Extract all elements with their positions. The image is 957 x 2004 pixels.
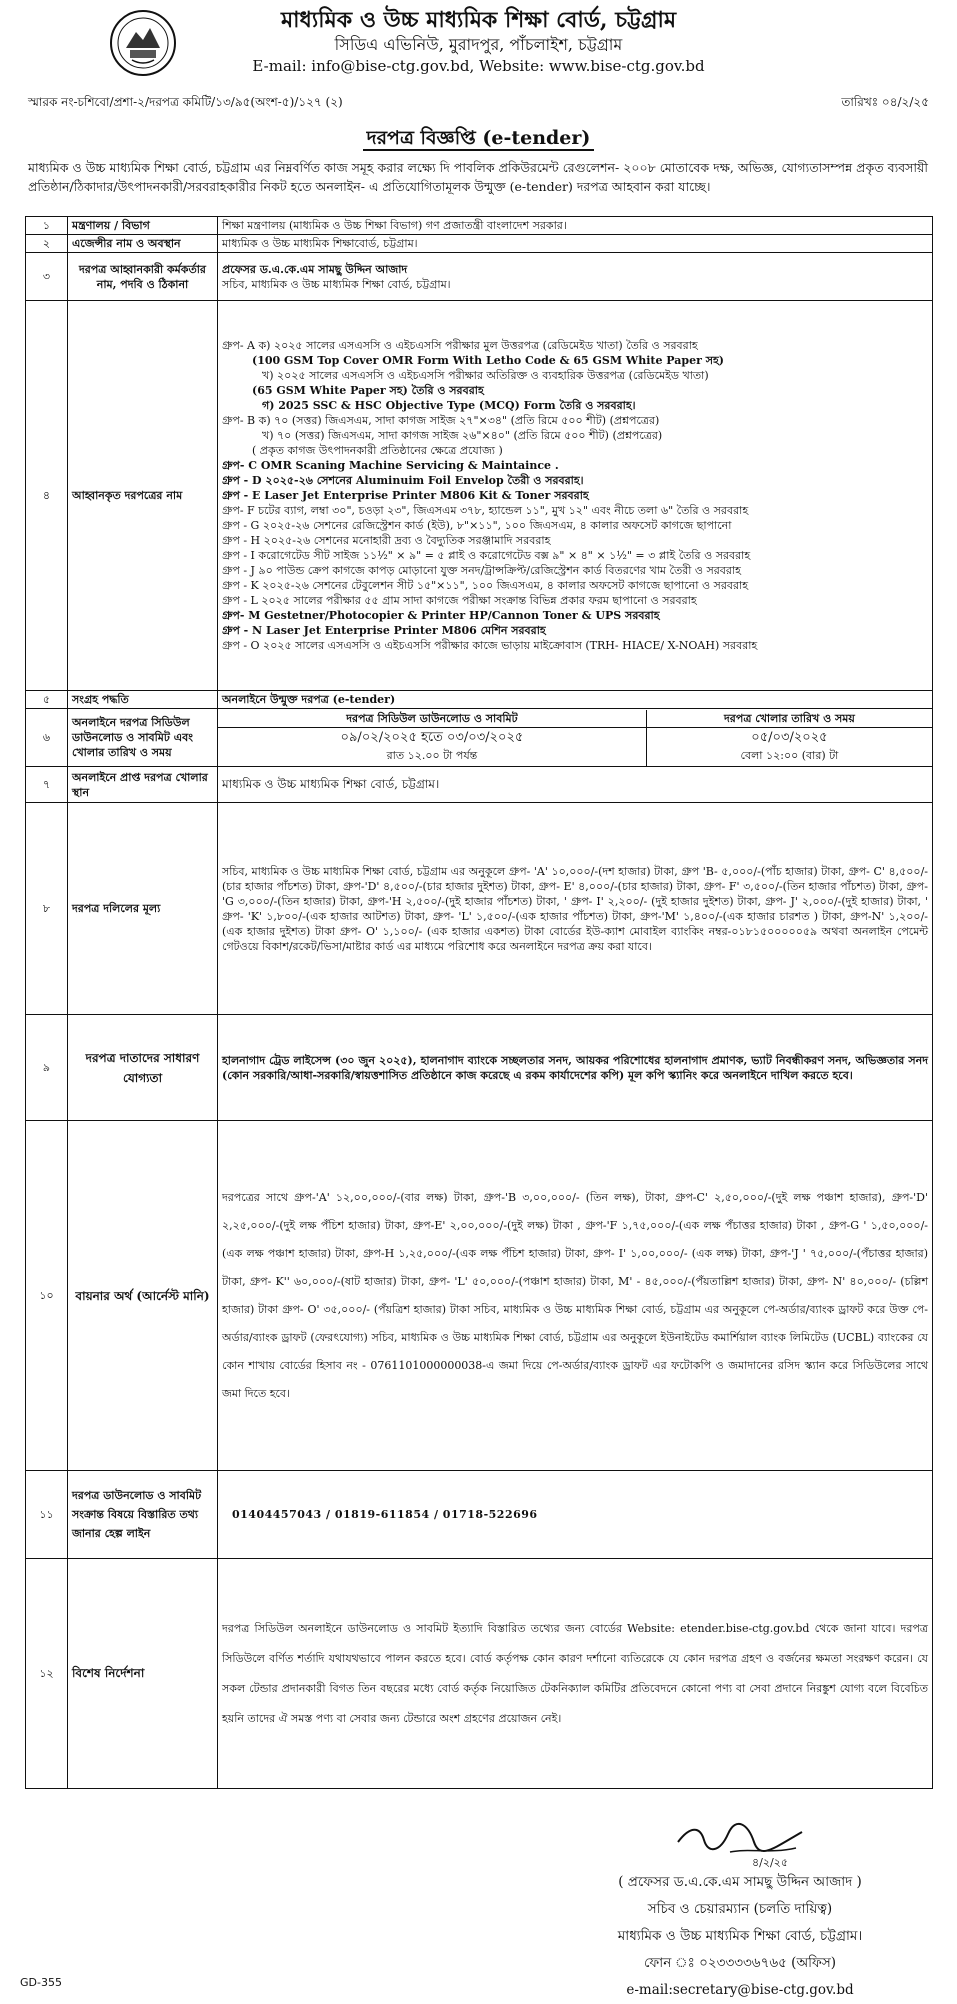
notice-title (0, 124, 957, 156)
signatory-name: ( প্রফেসর ড.এ.কে.এম সামছু উদ্দিন আজাদ ) (618, 1874, 862, 1890)
table-row (26, 217, 933, 235)
row-number: ৬ (26, 709, 68, 767)
table-row (26, 1121, 933, 1471)
tender-item: ( প্রকৃত কাগজ উৎপাদনকারী প্রতিষ্ঠানের ক্ষেত্রে প্রযোজ্য ) (252, 444, 503, 457)
row-value: দরপত্র সিডিউল অনলাইনে ডাউনলোড ও সাবমিট ইত্যাদি বিস্তারিত তথ্যের জন্য বোর্ডের Website: etender.bise-ctg.gov.bd থেকে জানা যাবে। দরপত্র সিডিউলে বর্ণিত শর্তাদি যথাযথভাবে পালন করতে হবে। বোর্ড কর্তৃপক্ষ কোন কারণ দর্শানো ব্যতিরেকে যে কোন দরপত্র গ্রহণ ও বর্জনের ক্ষমতা সংরক্ষণ করেন। যে সকল টেন্ডার প্রদানকারী বিগত তিন বছরের মধ্যে বোর্ড কর্তৃক নিয়োজিত টেকনিক্যাল কমিটির প্রতিবেদনে কোনো পণ্য বা সেবা প্রদানে নিরঙ্কুশ যোগ্য বলে বিবেচিত হয়নি তাদের ঐ সমস্ত পণ্য বা সেবার জন্য টেন্ডারে অংশ গ্রহণের প্রয়োজন নেই। (218, 1559, 933, 1789)
schedule-header-opening: দরপত্র খোলার তারিখ ও সময় (646, 710, 932, 728)
org-contact: E-mail: info@bise-ctg.gov.bd, Website: www.bise-ctg.gov.bd (252, 57, 705, 75)
tender-item: গ্রুপ - E Laser Jet Enterprise Printer M806 Kit & Toner সরবরাহ (222, 489, 589, 502)
tender-item: গ্রুপ - N Laser Jet Enterprise Printer M806 মেশিন সরবরাহ (222, 624, 546, 637)
officer-designation: সচিব, মাধ্যমিক ও উচ্চ মাধ্যমিক শিক্ষা বোর্ড, চট্টগ্রাম। (222, 277, 451, 291)
row-number: ৮ (26, 803, 68, 1015)
tender-item: গ) 2025 SSC & HSC Objective Type (MCQ) Form তৈরি ও সরবরাহ। (262, 399, 636, 412)
tender-item: গ্রুপ- M Gestetner/Photocopier & Printer HP/Cannon Toner & UPS সরবরাহ (222, 609, 660, 622)
tender-items-list (218, 301, 933, 691)
row-number: ৩ (26, 253, 68, 301)
tender-item: গ্রুপ- C OMR Scaning Machine Servicing & Maintaince . (222, 459, 559, 472)
table-row (26, 1015, 933, 1121)
tender-item: গ্রুপ - L ২০২৫ সালের পরীক্ষার ৫৫ গ্রাম সাদা কাগজে পরীক্ষা সংক্রান্ত বিভিন্ন প্রকার ফরম ছাপানো ও সরবরাহ (222, 594, 697, 607)
officer-name: প্রফেসর ড.এ.কে.এম সামছু উদ্দিন আজাদ (222, 262, 408, 276)
row-value: মাধ্যমিক ও উচ্চ মাধ্যমিক শিক্ষা বোর্ড, চট্টগ্রাম। (218, 767, 933, 803)
row-number: ১১ (26, 1471, 68, 1559)
row-label: সংগ্রহ পদ্ধতি (68, 691, 218, 709)
row-label: দরপত্র দাতাদের সাধারণ যোগ্যতা (68, 1015, 218, 1121)
row-label: আহ্বানকৃত দরপত্রের নাম (68, 301, 218, 691)
tender-item: (65 GSM White Paper সহ) তৈরি ও সরবরাহ (252, 384, 484, 397)
schedule-opening-date: ০৫/০৩/২০২৫ (751, 729, 828, 745)
tender-item: গ্রুপ - J ৯০ পাউন্ড ক্রেপ কাগজে কাপড় মোড়ানো যুক্ত সনদ/ট্রান্সক্রিপ্ট/রেজিস্ট্রেশন কার্ড বিতরণের খাম তৈরী ও সরবরাহ (222, 564, 741, 577)
row-value: মাধ্যমিক ও উচ্চ মাধ্যমিক শিক্ষাবোর্ড, চট্টগ্রাম। (218, 235, 933, 253)
row-label: অনলাইনে দরপত্র সিডিউল ডাউনলোড ও সাবমিট এবং খোলার তারিখ ও সময় (68, 709, 218, 767)
tender-item: গ্রুপ - G ২০২৫-২৬ সেশনের রেজিস্ট্রেশন কার্ড (ইউ), ৮"×১১", ১০০ জিএসএম, ৪ কালার অফসেট কাগজে ছাপানো (222, 519, 732, 532)
intro-paragraph: মাধ্যমিক ও উচ্চ মাধ্যমিক শিক্ষা বোর্ড, চট্টগ্রাম এর নিম্নবর্ণিত কাজ সমূহ করার লক্ষ্যে দি পাবলিক প্রকিউরমেন্ট রেগুলেশন- ২০০৮ মোতাবেক দক্ষ, অভিজ্ঞ, যোগ্যতাসম্পন্ন প্রকৃত ব্যবসায়ী প্রতিষ্ঠান/ঠিকাদার/উৎপাদনকারী/সরবরাহকারীর নিকট হতে অনলাইন- এ প্রতিযোগিতামূলক উন্মুক্ত (e-tender) দরপত্র আহবান করা যাচ্ছে। (28, 160, 928, 194)
schedule-opening-datetime (646, 727, 932, 766)
tender-item: গ্রুপ- A ক) ২০২৫ সালের এসএসসি ও এইচএসসি পরীক্ষার মুল উত্তরপত্র (রেডিমেইড খাতা) তৈরি ও সরবরাহ (222, 339, 698, 352)
signatory-email: e-mail:secretary@bise-ctg.gov.bd (626, 1982, 854, 1998)
letterhead (0, 4, 957, 76)
row-number: ৯ (26, 1015, 68, 1121)
table-row (26, 803, 933, 1015)
tender-item: গ্রুপ - K ২০২৫-২৬ সেশনের টেবুলেশন সীট ১৫"×১১", ১০০ জিএসএম, ৪ কালার অফসেট কাগজে ছাপানো ও সরবরাহ (222, 579, 749, 592)
org-name: মাধ্যমিক ও উচ্চ মাধ্যমিক শিক্ষা বোর্ড, চট্টগ্রাম (280, 7, 677, 33)
memo-date: তারিখঃ ০৪/২/২৫ (841, 95, 929, 109)
table-row (26, 691, 933, 709)
row-label: এজেন্সীর নাম ও অবস্থান (68, 235, 218, 253)
tender-item: খ) ৭০ (সত্তর) জিএসএম, সাদা কাগজ সাইজ ২৬"×৪০" (প্রতি রিমে ৫০০ শীট) (প্রশ্নপত্রের) (262, 429, 663, 442)
tender-item: গ্রুপ - O ২০২৫ সালের এসএসসি ও এইচএসসি পরীক্ষার কাজে ভাড়ায় মাইক্রোবাস (TRH- HIACE/ X-NOAH) সরবরাহ (222, 639, 758, 652)
schedule-opening-time: বেলা ১২:০০ (বার) টা (740, 748, 839, 762)
memo-number: স্মারক নং-চশিবো/প্রশা-২/দরপত্র কমিটি/১৩/৯৫(অংশ-৫)/১২৭ (২) (28, 95, 343, 109)
org-address: সিডিএ এভিনিউ, মুরাদপুর, পাঁচলাইশ, চট্টগ্রাম (334, 35, 623, 54)
row-label: বিশেষ নির্দেশনা (68, 1559, 218, 1789)
row-value: সচিব, মাধ্যমিক ও উচ্চ মাধ্যমিক শিক্ষা বোর্ড, চট্টগ্রাম এর অনুকূলে গ্রুপ- 'A' ১০,০০০/-(দশ হাজার) টাকা, গ্রুপ 'B- ৫,০০০/-(পাঁচ হাজার) টাকা, গ্রুপ- C' ৪,৫০০/-(চার হাজার পাঁচশত) টাকা, গ্রুপ-'D' ৪,৫০০/-(চার হাজার দুইশত) টাকা, গ্রুপ- E' ৪,০০০/-(চার হাজার) টাকা, গ্রুপ- F' ৩,৫০০/-(তিন হাজার পাঁচশত) টাকা, গ্রুপ-'G ৩,০০০/-(তিন হাজার) টাকা, গ্রুপ-'H ২,৫০০/-(দুই হাজার পাঁচশত) টাকা, ' গ্রুপ- I' ২,২০০/- (দুই হাজার দুইশত) টাকা, গ্রুপ- J' ২,০০০/-(দুই হাজার) টাকা, ' গ্রুপ- 'K' ১,৮০০/-(এক হাজার আটশত) টাকা, গ্রুপ- 'L' ১,৫০০/-(এক হাজার পাঁচশত) টাকা, গ্রুপ-'M' ১,৪০০/-(এক হাজার চারশত ) টাকা, গ্রুপ-N' ১,২০০/- (এক হাজার দুইশত) টাকা গ্রুপ- O' ১,১০০/- (এক হাজার একশত) টাকা বোর্ডের ইউ-ক্যাশ মোবাইল ব্যাংকিং নম্বর-০১৮১৫০০০০০৫৯ অথবা অনলাইন পেমেন্ট গেটওয়ে বিকাশ/রকেট/ভিসা/মাষ্টার কার্ড এর মাধ্যমে পরিশোধ করে অনলাইনে দরপত্র ক্রয় করা যাবে। (218, 803, 933, 1015)
schedule-download-dates: ০৯/০২/২০২৫ হতে ০৩/০৩/২০২৫ (340, 729, 524, 745)
tender-details-table (25, 216, 933, 1789)
row-label: দরপত্র আহ্বানকারী কর্মকর্তার নাম, পদবি ও ঠিকানা (68, 253, 218, 301)
schedule-download-period (218, 727, 646, 766)
row-number: ১২ (26, 1559, 68, 1789)
signatory-designation: সচিব ও চেয়ারম্যান (চলতি দায়িত্ব) (647, 1901, 833, 1917)
row-value: অনলাইনে উন্মুক্ত দরপত্র (e-tender) (218, 691, 933, 709)
row-number: ১ (26, 217, 68, 235)
row-value (218, 253, 933, 301)
row-number: ৪ (26, 301, 68, 691)
row-value: দরপত্রের সাথে গ্রুপ-'A' ১২,০০,০০০/-(বার লক্ষ) টাকা, গ্রুপ-'B ৩,০০,০০০/- (তিন লক্ষ), টাকা, গ্রুপ-C' ২,৫০,০০০/-(দুই লক্ষ পঞ্চাশ হাজার), গ্রুপ-'D' ২,২৫,০০০/-(দুই লক্ষ পঁচিশ হাজার) টাকা, গ্রুপ-E' ২,০০,০০০/-(দুই লক্ষ) টাকা , গ্রুপ-'F ১,৭৫,০০০/-(এক লক্ষ পঁচাত্তর হাজার) টাকা , গ্রুপ-G ' ১,৫০,০০০/- (এক লক্ষ পঞ্চাশ হাজার) টাকা, গ্রুপ-H ১,২৫,০০০/-(এক লক্ষ পঁচিশ হাজার) টাকা, গ্রুপ- I' ১,০০,০০০/- (এক লক্ষ) টাকা, গ্রুপ-'J ' ৭৫,০০০/-(পঁচাত্তর হাজার) টাকা, গ্রুপ- K'' ৬০,০০০/-(ষাট হাজার) টাকা, গ্রুপ- 'L' ৫০,০০০/-(পঞ্চাশ হাজার) টাকা, M' - ৪৫,০০০/-(পঁয়তাল্লিশ হাজার) টাকা, গ্রুপ- N' ৪০,০০০/- (চল্লিশ হাজার) টাকা গ্রুপ- O' ৩৫,০০০/- (পঁয়ত্রিশ হাজার) টাকা সচিব, মাধ্যমিক ও উচ্চ মাধ্যমিক শিক্ষা বোর্ড, চট্টগ্রাম এর অনুকূলে পে-অর্ডার/ব্যাংক ড্রাফট করে উক্ত পে-অর্ডার/ব্যাংক ড্রাফট (ফেরৎযোগ্য) সচিব, মাধ্যমিক ও উচ্চ মাধ্যমিক শিক্ষা বোর্ড, চট্টগ্রাম এর অনুকূলে ইউনাইটেড কমার্শিয়াল ব্যাংক লিমিটেড (UCBL) ব্যাংকের যে কোন শাখায় বোর্ডের হিসাব নং - 0761101000000038-এ জমা দিয়ে পে-অর্ডার/ব্যাংক ড্রাফট এর ফটোকপি ও জমাদানের রসিদ স্ক্যান করে সিডিউলের সাথে জমা দিতে হবে। (218, 1121, 933, 1471)
row-number: ৭ (26, 767, 68, 803)
tender-item: গ্রুপ- B ক) ৭০ (সত্তর) জিএসএম, সাদা কাগজ সাইজ ২৭"×৩৪" (প্রতি রিমে ৫০০ শীট) (প্রশ্নপত্রের) (222, 414, 660, 427)
schedule-download-time: রাত ১২.০০ টা পর্যন্ত (386, 748, 478, 762)
signatory-org: মাধ্যমিক ও উচ্চ মাধ্যমিক শিক্ষা বোর্ড, চট্টগ্রাম। (617, 1928, 863, 1944)
tender-item: গ্রুপ - I করোগেটেড সীট সাইজ ১১½" × ৯" = ৫ প্লাই ও করোগেটেড বক্স ৯" × ৪" × ১½" = ৩ প্লাই তৈরি ও সরবরাহ (222, 549, 751, 562)
notice-title-text: দরপত্র বিজ্ঞপ্তি (e-tender) (363, 127, 595, 151)
tender-item: গ্রুপ- F চটের ব্যাগ, লম্বা ৩০", চওড়া ২৩", জিএসএম ৩৭৮, হ্যান্ডেল ১১", মুখ ১২" এবং নীচে তলা ৬" তৈরি ও সরবরাহ (222, 504, 749, 517)
table-row (26, 1471, 933, 1559)
table-row (26, 253, 933, 301)
row-value: হালনাগাদ ট্রেড লাইসেন্স (৩০ জুন ২০২৫), হালনাগাদ ব্যাংকে সচ্ছলতার সনদ, আয়কর পরিশোধের হালনাগাদ প্রমাণক, ভ্যাট নিবন্ধীকরণ সনদ, অভিজ্ঞতার সনদ (কোন সরকারি/আধা-সরকারি/স্বায়ত্তশাসিত প্রতিষ্ঠানে কাজ করেছে এ রকম কার্যাদেশের কপি) মূল কপি স্ক্যানিং করে অনলাইনে দাখিল করতে হবে। (218, 1015, 933, 1121)
row-label: দরপত্র দলিলের মূল্য (68, 803, 218, 1015)
row-label: অনলাইনে প্রাপ্ত দরপত্র খোলার স্থান (68, 767, 218, 803)
signature-date: ৪/২/২৫ (752, 1856, 788, 1869)
schedule-header-download: দরপত্র সিডিউল ডাউনলোড ও সাবমিট (218, 710, 646, 728)
signature-block (560, 1818, 920, 2004)
handwritten-signature-icon (670, 1818, 810, 1860)
helpline-numbers: 01404457043 / 01819-611854 / 01718-522696 (218, 1471, 933, 1559)
table-row (26, 301, 933, 691)
schedule-cell (218, 709, 933, 767)
table-row (26, 709, 933, 767)
schedule-subtable (218, 710, 932, 766)
row-number: ২ (26, 235, 68, 253)
tender-item: গ্রুপ - D ২০২৫-২৬ সেশনের Aluminuim Foil Envelop তৈরী ও সরবরাহ। (222, 474, 584, 487)
tender-item: খ) ২০২৫ সালের এসএসসি ও এইচএসসি পরীক্ষার অতিরিক্ত ও ব্যবহারিক উত্তরপত্র (রেডিমেইড খাতা) (262, 369, 709, 382)
row-number: ৫ (26, 691, 68, 709)
row-label: বায়নার অর্থ (আর্নেস্ট মানি) (68, 1121, 218, 1471)
signatory-phone: ফোন ঃ ০২৩৩৩৩৬৭৬৫ (অফিস) (643, 1955, 837, 1971)
table-row (26, 767, 933, 803)
table-row (26, 1559, 933, 1789)
footer-code: GD-355 (20, 1976, 62, 1989)
row-number: ১০ (26, 1121, 68, 1471)
tender-item: গ্রুপ - H ২০২৫-২৬ সেশনের মনোহারী দ্রব্য ও বৈদ্যুতিক সরঞ্জামাদি সরবরাহ (222, 534, 551, 547)
table-row (26, 235, 933, 253)
row-label: দরপত্র ডাউনলোড ও সাবমিট সংক্রান্ত বিষয়ে বিস্তারিত তথ্য জানার হেল্প লাইন (68, 1471, 218, 1559)
row-value: শিক্ষা মন্ত্রণালয় (মাধ্যমিক ও উচ্চ শিক্ষা বিভাগ) গণ প্রজাতন্ত্রী বাংলাদেশ সরকার। (218, 217, 933, 235)
row-label: মন্ত্রণালয় / বিভাগ (68, 217, 218, 235)
tender-item: (100 GSM Top Cover OMR Form With Letho Code & 65 GSM White Paper সহ) (252, 354, 724, 367)
